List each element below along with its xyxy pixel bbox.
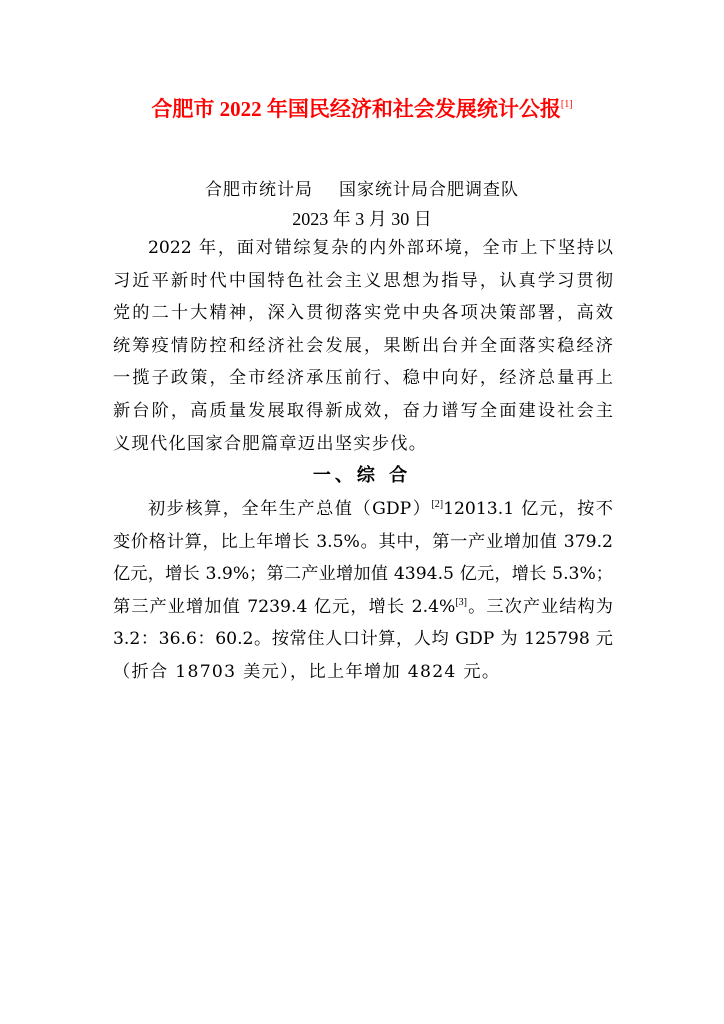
paragraph-line: 新台阶，高质量发展取得新成效，奋力谱写全面建设社会主: [113, 400, 613, 421]
paragraph-line: 习近平新时代中国特色社会主义思想为指导，认真学习贯彻: [113, 270, 613, 291]
section-heading-overview: 一、综 合: [312, 465, 412, 486]
paragraph-line: 义现代化国家合肥篇章迈出坚实步伐。: [113, 433, 428, 454]
paragraph-line: 统筹疫情防控和经济社会发展，果断出台并全面落实稳经济: [113, 335, 613, 356]
publish-date: 2023 年 3 月 30 日: [292, 209, 432, 229]
footnote-ref-3[interactable]: [3]: [455, 596, 468, 608]
overview-paragraph: [113, 493, 613, 689]
footnote-ref-2[interactable]: [2]: [431, 499, 444, 510]
author-municipal-bureau: 合肥市统计局: [205, 180, 313, 200]
title-footnote-ref[interactable]: [1]: [560, 99, 573, 110]
line-text: 。三次产业结构为: [467, 596, 613, 617]
issuing-authorities: [0, 175, 724, 200]
line-text: 变价格计算，比上年增长 3.5%。其中，第一产业增加值 379.2: [113, 531, 613, 552]
paragraph-line: [113, 526, 613, 559]
line-text: 亿元，增长 3.9%；第二产业增加值 4394.5 亿元，增长 5.3%；: [113, 564, 613, 585]
paragraph-line: 党的二十大精神，深入贯彻落实党中央各项决策部署，高效: [113, 303, 613, 324]
author-survey-team: 国家统计局合肥调查队: [339, 180, 519, 200]
line-text: （折合 18703 美元），比上年增加 4824 元。: [113, 661, 501, 682]
line-text: 3.2：36.6：60.2。按常住人口计算，人均 GDP 为 125798 元: [113, 629, 613, 650]
intro-paragraph: [113, 232, 613, 460]
paragraph-line: [113, 656, 613, 689]
bulletin-title-text: 合肥市 2022 年国民经济和社会发展统计公报: [151, 97, 561, 121]
paragraph-line: 2022 年，面对错综复杂的内外部环境，全市上下坚持以: [148, 238, 613, 258]
paragraph-line: [113, 493, 613, 526]
line-text: 第三产业增加值 7239.4 亿元，增长 2.4%: [113, 596, 456, 617]
bulletin-title: [0, 93, 724, 123]
paragraph-line: [113, 558, 613, 591]
paragraph-line: [113, 591, 613, 624]
paragraph-line: 一揽子政策，全市经济承压前行、稳中向好，经济总量再上: [113, 368, 613, 389]
paragraph-line: [113, 623, 613, 656]
line-text: 初步核算，全年生产总值（GDP）: [148, 499, 432, 519]
line-text: 12013.1 亿元，按不: [443, 499, 613, 519]
